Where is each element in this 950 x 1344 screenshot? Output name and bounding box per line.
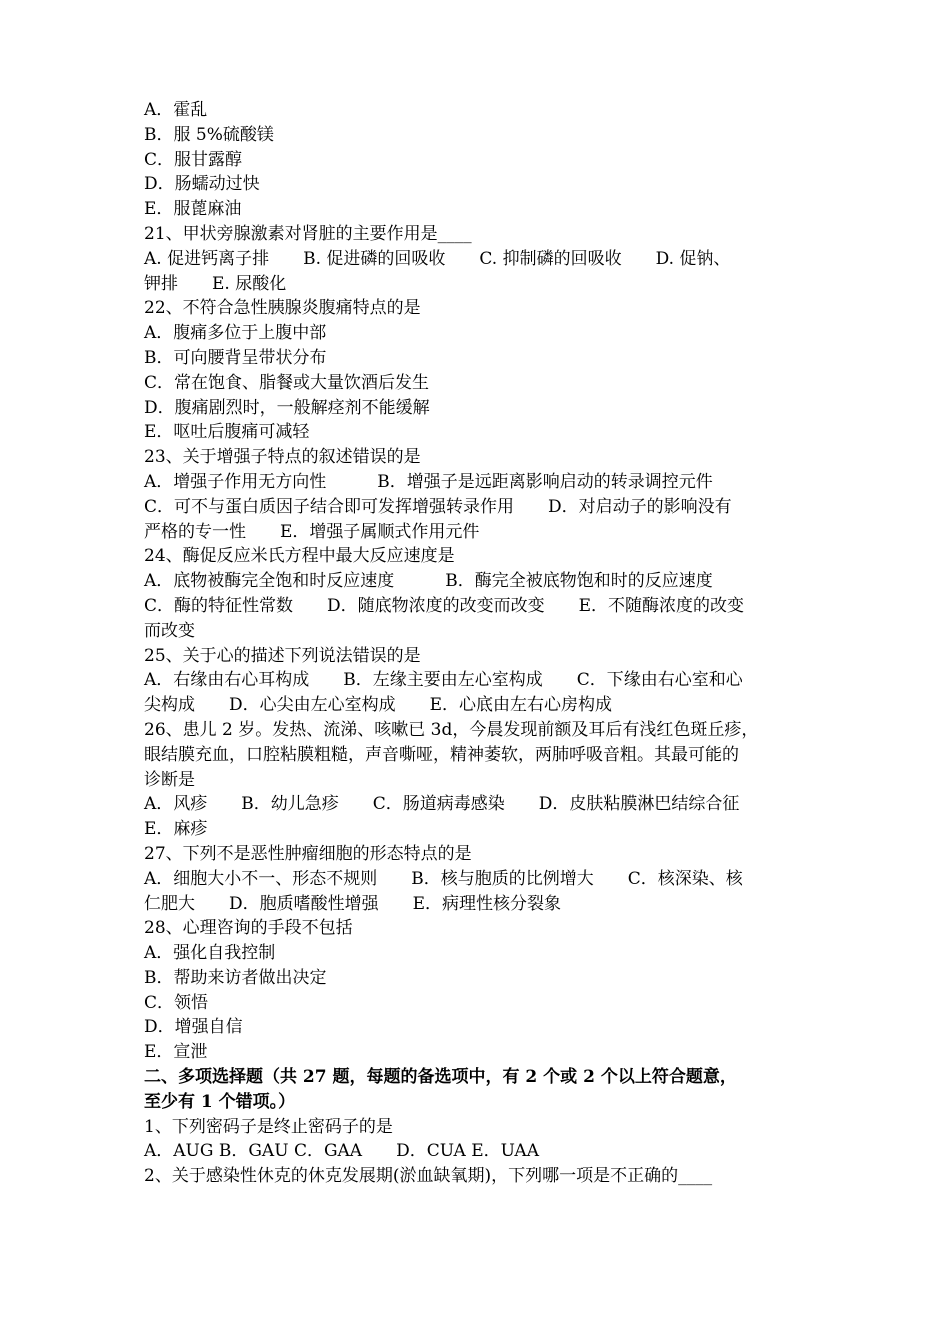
question-27: 27、下列不是恶性肿瘤细胞的形态特点的是 — [144, 843, 472, 864]
option-line: B．可向腰背呈带状分布 — [144, 347, 327, 368]
question-26: 26、患儿 2 岁。发热、流涕、咳嗽已 3d，今晨发现前额及耳后有浅红色斑丘疹， — [144, 719, 759, 740]
question-23-options-cont: 严格的专一性 E．增强子属顺式作用元件 — [144, 521, 480, 542]
question-23-options-cont: C．可不与蛋白质因子结合即可发挥增强转录作用 D．对启动子的影响没有 — [144, 496, 732, 517]
question-21: 21、甲状旁腺激素对肾脏的主要作用是____ — [144, 223, 472, 244]
question-24-options-cont: 而改变 — [144, 620, 195, 641]
option-line: D．腹痛剧烈时，一般解痉剂不能缓解 — [144, 397, 430, 418]
question-28: 28、心理咨询的手段不包括 — [144, 918, 353, 939]
option-line: D．增强自信 — [144, 1017, 243, 1038]
question-26-cont: 诊断是 — [144, 769, 195, 790]
question-27-options-cont: 仁肥大 D．胞质嗜酸性增强 E．病理性核分裂象 — [144, 893, 562, 914]
question-24-options-cont: C．酶的特征性常数 D．随底物浓度的改变而改变 E．不随酶浓度的改变 — [144, 595, 745, 616]
question-26-options-cont: E．麻疹 — [144, 819, 208, 840]
question-25-options-cont: 尖构成 D．心尖由左心室构成 E．心底由左右心房构成 — [144, 695, 613, 716]
question-24-options: A．底物被酶完全饱和时反应速度 B．酶完全被底物饱和时的反应速度 — [144, 571, 713, 592]
section-heading: 二、多项选择题（共 27 题，每题的备选项中，有 2 个或 2 个以上符合题意， — [144, 1067, 737, 1088]
question-21-options: A. 促进钙离子排 B. 促进磷的回吸收 C. 抑制磷的回吸收 D. 促钠、 — [144, 248, 731, 269]
question-25: 25、关于心的描述下列说法错误的是 — [144, 645, 421, 666]
multi-question-2: 2、关于感染性休克的休克发展期(淤血缺氧期)，下列哪一项是不正确的____ — [144, 1166, 713, 1187]
question-22: 22、不符合急性胰腺炎腹痛特点的是 — [144, 298, 421, 319]
option-line: D．肠蠕动过快 — [144, 174, 260, 195]
question-27-options: A．细胞大小不一、形态不规则 B．核与胞质的比例增大 C．核深染、核 — [144, 868, 743, 889]
multi-question-1-options: A．AUG B．GAU C．GAA D．CUA E．UAA — [144, 1141, 539, 1162]
option-line: A．腹痛多位于上腹中部 — [144, 323, 327, 344]
question-21-options-cont: 钾排 E. 尿酸化 — [144, 273, 287, 294]
option-line: B．服 5%硫酸镁 — [144, 124, 274, 145]
option-line: A．强化自我控制 — [144, 943, 276, 964]
question-25-options: A．右缘由右心耳构成 B．左缘主要由左心室构成 C．下缘由右心室和心 — [144, 670, 743, 691]
option-line: E．服蓖麻油 — [144, 199, 242, 220]
section-heading-cont: 至少有 1 个错项。） — [144, 1091, 296, 1112]
question-24: 24、酶促反应米氏方程中最大反应速度是 — [144, 546, 455, 567]
option-line: C．服甘露醇 — [144, 149, 243, 170]
option-line: B．帮助来访者做出决定 — [144, 967, 327, 988]
question-26-cont: 眼结膜充血，口腔粘膜粗糙，声音嘶哑，精神萎软，两肺呼吸音粗。其最可能的 — [144, 744, 739, 765]
option-line: E．宣泄 — [144, 1042, 208, 1063]
document-body — [144, 98, 824, 1189]
question-26-options: A．风疹 B．幼儿急疹 C．肠道病毒感染 D．皮肤粘膜淋巴结综合征 — [144, 794, 740, 815]
option-line: A．霍乱 — [144, 100, 208, 120]
multi-question-1: 1、下列密码子是终止密码子的是 — [144, 1116, 393, 1137]
option-line: C．常在饱食、脂餐或大量饮酒后发生 — [144, 372, 430, 393]
option-line: C．领悟 — [144, 992, 209, 1013]
option-line: E．呕吐后腹痛可减轻 — [144, 422, 310, 443]
question-23: 23、关于增强子特点的叙述错误的是 — [144, 447, 421, 468]
question-23-options: A．增强子作用无方向性 B．增强子是远距离影响启动的转录调控元件 — [144, 471, 713, 492]
